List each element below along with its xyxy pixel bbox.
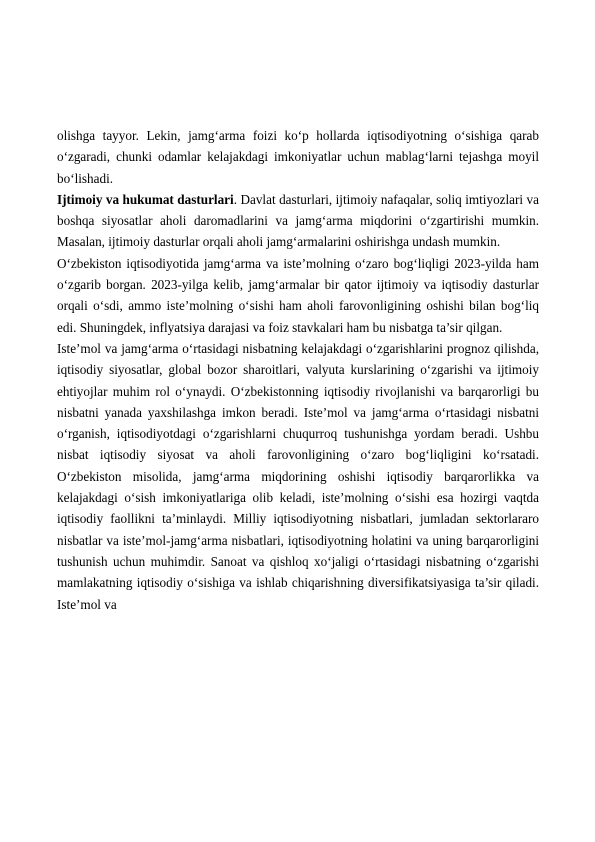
paragraph-heading-term: Ijtimoiy va hukumat dasturlari <box>57 191 234 207</box>
paragraph-social-programs <box>57 189 539 253</box>
paragraph-text: . Davlat dasturlari, ijtimoiy nafaqalar, soliq imtiyozlari va boshqa siyosatlar aholi daromadlarini va jamg‘arma miqdorini o‘zgartirishi mumkin. Masalan, ijtimoiy dasturlar orqali aholi jamg‘armalarini oshirishga undash mumkin. <box>57 191 539 250</box>
paragraph-text: olishga tayyor. Lekin, jamg‘arma foizi ko‘p hollarda iqtisodiyotning o‘sishiga qarab o‘zgaradi, chunki odamlar kelajakdagi imkoniyatlar uchun mablag‘larni tejashga moyil bo‘lishadi. <box>57 128 539 186</box>
paragraph-uzbekistan-2023 <box>57 253 539 338</box>
paragraph-savings-growth <box>57 125 539 189</box>
document-body <box>57 125 539 615</box>
paragraph-consumption-savings-forecast <box>57 338 539 615</box>
paragraph-text: Iste’mol va jamg‘arma o‘rtasidagi nisbatning kelajakdagi o‘zgarishlarini prognoz qilishda, iqtisodiy siyosatlar, global bozor sharoitlari, valyuta kurslarining o‘zgarishi va ijtimoiy ehtiyojlar muhim rol o‘ynaydi. O‘zbekistonning iqtisodiy rivojlanishi va barqarorligi bu nisbatni yanada yaxshilashga imkon beradi. Iste’mol va jamg‘arma o‘rtasidagi nisbatni o‘rganish, iqtisodiyotdagi o‘zgarishlarni chuqurroq tushunishga yordam beradi. Ushbu nisbat iqtisodiy siyosat va aholi farovonligining o‘zaro bog‘liqligini ko‘rsatadi. O‘zbekiston misolida, jamg‘arma miqdorining oshishi iqtisodiy barqarorlikka va kelajakdagi o‘sish imkoniyatlariga olib keladi, iste’molning o‘sishi esa hozirgi vaqtda iqtisodiy faollikni ta’minlaydi. Milliy iqtisodiyotning nisbatlari, jumladan sektorlararo nisbatlar va iste’mol-jamg‘arma nisbatlari, iqtisodiyotning holatini va uning barqarorligini tushunish uchun muhimdir. Sanoat va qishloq xo‘jaligi o‘rtasidagi nisbatning o‘zgarishi mamlakatning iqtisodiy o‘sishiga va ishlab chiqarishning diversifikatsiyasiga ta’sir qiladi. Iste’mol va <box>57 340 539 612</box>
paragraph-text: O‘zbekiston iqtisodiyotida jamg‘arma va iste’molning o‘zaro bog‘liqligi 2023-yilda ham o‘zgarib borgan. 2023-yilga kelib, jamg‘armalar bir qator ijtimoiy va iqtisodiy dasturlar orqali o‘sdi, ammo iste’molning o‘sishi ham aholi farovonligining oshishi bilan bog‘liq edi. Shuningdek, inflyatsiya darajasi va foiz stavkalari ham bu nisbatga ta’sir qilgan. <box>57 255 539 335</box>
